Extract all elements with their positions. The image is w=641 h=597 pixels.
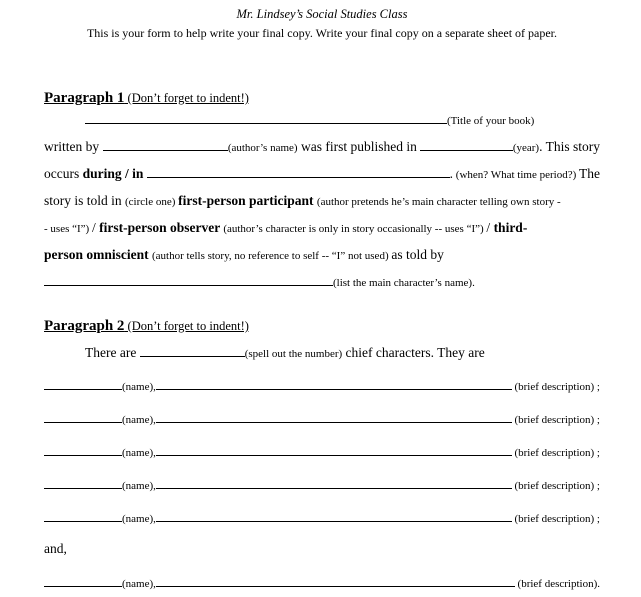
pov-option-third-person[interactable]: third-: [493, 220, 528, 235]
form-hint: (name),: [122, 578, 156, 590]
author-name-blank[interactable]: [103, 138, 228, 151]
pov-option-first-person-participant[interactable]: first-person participant: [178, 193, 317, 208]
form-instructions: This is your form to help write your final copy. Write your final copy on a separate sheet of paper.: [86, 26, 558, 40]
form-text: chief characters. They are: [342, 345, 485, 360]
form-hint: (circle one): [125, 196, 179, 208]
pov-line-1: [44, 188, 600, 215]
character-name-blank[interactable]: [44, 509, 122, 522]
form-hint: (year): [512, 142, 540, 154]
narrator-name-line: [44, 269, 600, 296]
form-text: .: [449, 166, 454, 181]
form-text: /: [91, 220, 100, 235]
form-hint: (name),: [122, 381, 156, 393]
during-in-option[interactable]: during / in: [82, 166, 147, 181]
paragraph2-heading-label: Paragraph 2: [44, 318, 125, 334]
form-hint: (brief description) ;: [511, 480, 600, 492]
form-hint: (spell out the number): [244, 348, 343, 360]
main-character-name-blank[interactable]: [44, 273, 333, 286]
form-text: . This story: [539, 139, 600, 154]
pov-option-third-person-omniscient[interactable]: person omniscient: [44, 247, 152, 262]
character-name-blank[interactable]: [44, 410, 122, 423]
form-hint: (name),: [122, 480, 156, 492]
paragraph1-body: [44, 107, 600, 296]
form-hint: (name),: [122, 414, 156, 426]
paragraph1-heading: [44, 89, 600, 107]
final-character-row: [44, 572, 600, 597]
character-row: [44, 408, 600, 433]
form-text: story is told in: [44, 193, 126, 208]
character-description-blank[interactable]: [156, 574, 515, 587]
form-hint: (brief description) ;: [511, 447, 600, 459]
character-name-blank[interactable]: [44, 443, 122, 456]
form-hint: (brief description) ;: [511, 414, 600, 426]
character-row: [44, 474, 600, 499]
setting-line: [44, 161, 600, 188]
character-row: [44, 441, 600, 466]
character-count-line: [44, 340, 600, 367]
form-text: /: [486, 220, 494, 235]
year-blank[interactable]: [420, 138, 513, 151]
character-row: [44, 375, 600, 400]
form-hint: (brief description) ;: [511, 513, 600, 525]
paragraph1-heading-label: Paragraph 1: [44, 90, 125, 106]
character-count-blank[interactable]: [140, 344, 245, 357]
character-row: [44, 507, 600, 532]
character-description-blank[interactable]: [156, 443, 512, 456]
form-hint: (author pretends he’s main character telling own story -: [316, 196, 561, 208]
form-hint: (when? What time period?): [453, 169, 579, 181]
form-text: and,: [44, 541, 67, 556]
form-text: occurs: [44, 166, 83, 181]
form-hint: (name),: [122, 447, 156, 459]
form-text: written by: [44, 139, 103, 154]
character-description-blank[interactable]: [156, 476, 512, 489]
form-hint: (name),: [122, 513, 156, 525]
class-title: Mr. Lindsey’s Social Studies Class: [236, 7, 408, 21]
form-hint: (brief description).: [514, 578, 600, 590]
form-text: The: [579, 166, 600, 181]
character-description-blank[interactable]: [156, 509, 512, 522]
page-header: [44, 5, 600, 43]
character-description-blank[interactable]: [156, 410, 512, 423]
book-title-line: [44, 107, 600, 134]
character-name-blank[interactable]: [44, 377, 122, 390]
and-line: [44, 536, 600, 561]
form-hint: (Title of your book): [447, 115, 535, 127]
paragraph1-heading-note: (Don’t forget to indent!): [124, 91, 249, 105]
time-period-blank[interactable]: [147, 165, 450, 178]
form-hint: (list the main character’s name).: [333, 277, 475, 289]
paragraph2-heading-note: (Don’t forget to indent!): [124, 319, 249, 333]
pov-line-3: [44, 242, 600, 269]
form-hint: (author’s character is only in story occasionally -- uses “I”): [223, 223, 487, 235]
form-text: as told by: [391, 247, 444, 262]
paragraph2-heading: [44, 317, 600, 335]
form-hint: (author tells story, no reference to self -- “I” not used): [152, 250, 392, 262]
form-text: There are: [85, 345, 140, 360]
form-hint: - uses “I”): [44, 223, 92, 235]
book-title-blank[interactable]: [85, 111, 447, 124]
character-name-blank[interactable]: [44, 476, 122, 489]
paragraph2-body: [44, 340, 600, 597]
character-name-blank[interactable]: [44, 574, 122, 587]
form-text: was first published in: [297, 139, 421, 154]
character-description-blank[interactable]: [156, 377, 512, 390]
pov-line-2: [44, 215, 600, 242]
form-hint: (author’s name): [227, 142, 298, 154]
author-year-line: [44, 134, 600, 161]
form-hint: (brief description) ;: [511, 381, 600, 393]
pov-option-first-person-observer[interactable]: first-person observer: [99, 220, 224, 235]
